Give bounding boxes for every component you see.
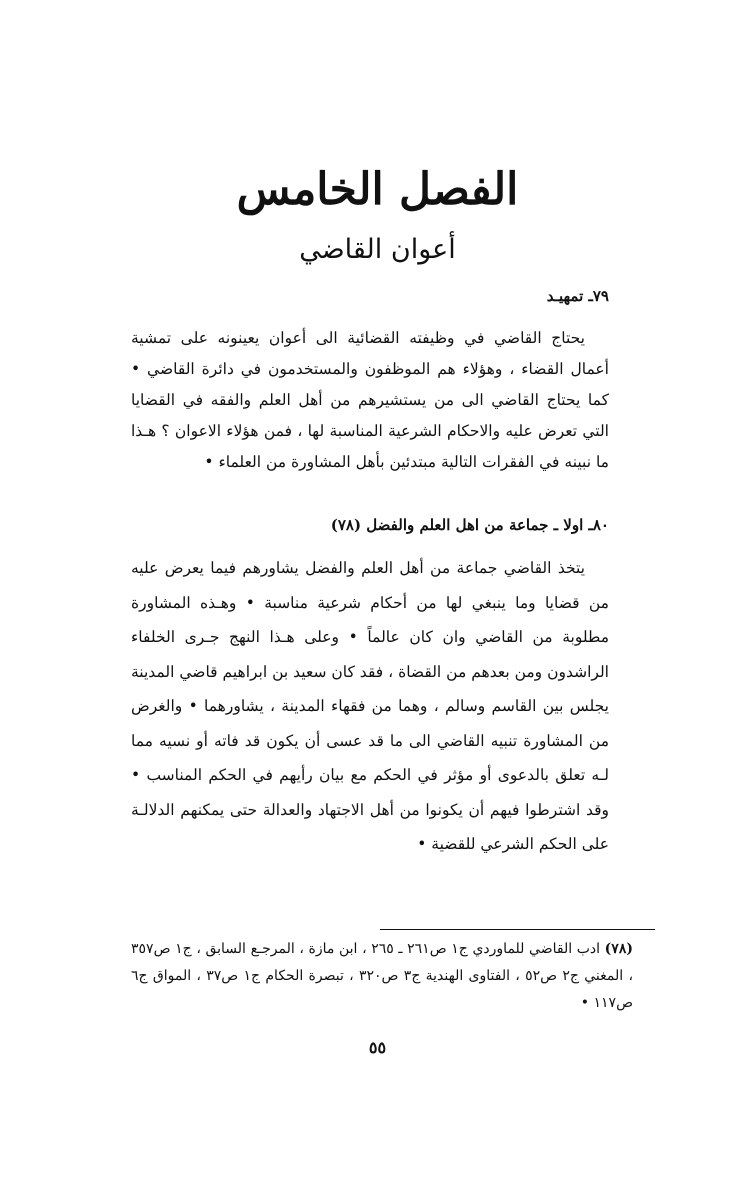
chapter-title: الفصل الخامس bbox=[236, 164, 519, 215]
section-heading-80: ٨٠ـ اولا ـ جماعة من اهل العلم والفضل (٧٨) bbox=[330, 516, 609, 534]
chapter-subtitle: أعوان القاضي bbox=[299, 234, 456, 265]
page-number: ٥٥ bbox=[368, 1038, 387, 1057]
footnote-divider bbox=[380, 929, 655, 930]
footnote-marker: (٧٨) bbox=[604, 941, 633, 957]
footnote bbox=[131, 936, 633, 1017]
section-heading-79: ٧٩ـ تمهيـد bbox=[546, 287, 609, 305]
section-paragraph-80: يتخذ القاضي جماعة من أهل العلم والفضل يشاورهم فيما يعرض عليه من قضايا وما ينبغي لها من أحكام شرعية مناسبة • وهـذه المشاورة مطلوبة من القاضي وان كان عالماً • وعلى هـذا النهج جـرى الخلفاء الراشدون ومن بعدهم من القضاة ، فقد كان سعيد بن ابراهيم قاضي المدينة يجلس بين القاسم وسالم ، وهما من فقهاء المدينة ، يشاورهما • والغرض من المشاورة تنبيه القاضي الى ما قد عسى أن يكون قد فاته أو نسيه مما لـه تعلق بالدعوى أو مؤثر في الحكم مع بيان رأيهم في الحكم المناسب • وقد اشترطوا فيهم أن يكونوا من أهل الاجتهاد والعدالة حتى يمكنهم الدلالـة على الحكم الشرعي للقضية • bbox=[131, 559, 609, 853]
footnote-text: ادب القاضي للماوردي ج١ ص٢٦١ ـ ٢٦٥ ، ابن مازة ، المرجـع السابق ، ج١ ص٣٥٧ ، المغني ج٢ ص٥٢ ، الفتاوى الهندية ج٣ ص٣٢٠ ، تبصرة الحكام ج١ ص٣٧ ، المواق ج٦ ص١١٧ • bbox=[131, 941, 633, 1011]
section-paragraph-79: يحتاج القاضي في وظيفته القضائية الى أعوان يعينونه على تمشية أعمال القضاء ، وهؤلاء هم الموظفون والمستخدمون في دائرة القاضي • كما يحتاج القاضي الى من يستشيرهم من أهل العلم والفقه في القضايا التي تعرض عليه والاحكام الشرعية المناسبة لها ، فمن هؤلاء الاعوان ؟ هـذا ما نبينه في الفقرات التالية مبتدئين بأهل المشاورة من العلماء • bbox=[131, 329, 609, 471]
